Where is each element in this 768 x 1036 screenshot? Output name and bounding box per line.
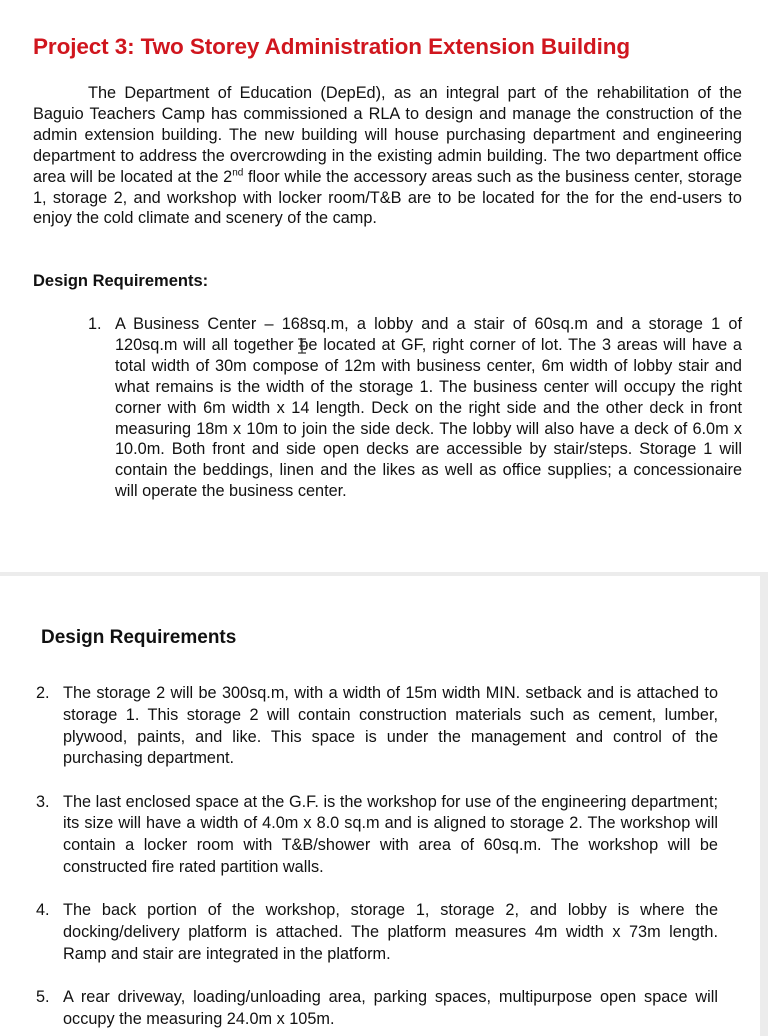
requirements-list-1 <box>88 314 742 502</box>
list-item-number: 4. <box>36 901 50 920</box>
design-requirements-heading: Design Requirements: <box>33 272 209 290</box>
requirements-list-2 <box>36 683 718 1036</box>
list-item <box>88 314 742 502</box>
list-item <box>36 900 718 965</box>
list-item-number: 5. <box>36 988 50 1007</box>
list-item-text: The last enclosed space at the G.F. is the workshop for use of the engineering department; its size will have a width of 4.0m x 8.0 sq.m and is aligned to storage 2. The workshop will contain a locker room with T&B/shower with area of 60sq.m. The workshop will be constructed fire rated partition walls. <box>63 792 718 877</box>
intro-paragraph <box>33 83 742 229</box>
list-item <box>36 987 718 1031</box>
intro-superscript: nd <box>232 167 244 179</box>
list-item-text: The storage 2 will be 300sq.m, with a width of 15m width MIN. setback and is attached to storage 1. This storage 2 will contain construction materials such as cement, lumber, plywood, paints, and like. This space is under the management and control of the purchasing department. <box>63 684 718 768</box>
list-item-number: 3. <box>36 792 50 811</box>
list-item-text: The back portion of the workshop, storage 1, storage 2, and lobby is where the docking/delivery platform is attached. The platform measures 4m width x 73m length. Ramp and stair are integrated in the platform. <box>63 901 718 963</box>
intro-text-part1: The Department of Education (DepEd), as an integral part of the rehabilitation of the Baguio Teachers Camp has commissioned a RLA to design and manage the construction of the admin extension building. The new building will house purchasing department and engineering department to address the overcrowding in the existing admin building. The two department office area will be located at the 2 <box>33 84 742 186</box>
document-page-2 <box>0 576 760 1036</box>
list-item-number: 1. <box>88 315 102 333</box>
page-title: Project 3: Two Storey Administration Extension Building <box>33 34 631 59</box>
list-item <box>36 683 718 770</box>
design-requirements-heading-2: Design Requirements <box>41 627 237 648</box>
intro-text-part2: floor while the accessory areas such as the business center, storage 1, storage 2, and workshop with locker room/T&B are to be located for the for the end-users to enjoy the cold climate and scenery of the camp. <box>33 167 743 228</box>
list-item-text: A rear driveway, loading/unloading area, parking spaces, multipurpose open space will occupy the measuring 24.0m x 105m. <box>63 988 718 1029</box>
list-item <box>36 792 718 879</box>
list-item-text: A Business Center – 168sq.m, a lobby and a stair of 60sq.m and a storage 1 of 120sq.m will all together be located at GF, right corner of lot. The 3 areas will have a total width of 30m compose of 12m with business center, 6m width of lobby stair and what remains is the width of the storage 1. The business center will occupy the right corner with 6m width x 14 length. Deck on the right side and the other deck in front measuring 18m x 10m to join the side deck. The lobby will also have a deck of 6.0m x 10.0m. Both front and side open decks are accessible by stair/steps. Storage 1 will contain the beddings, linen and the likes as well as office supplies; a concessionaire will operate the business center. <box>115 315 742 501</box>
list-item-number: 2. <box>36 684 50 702</box>
text-cursor-icon <box>296 338 308 354</box>
